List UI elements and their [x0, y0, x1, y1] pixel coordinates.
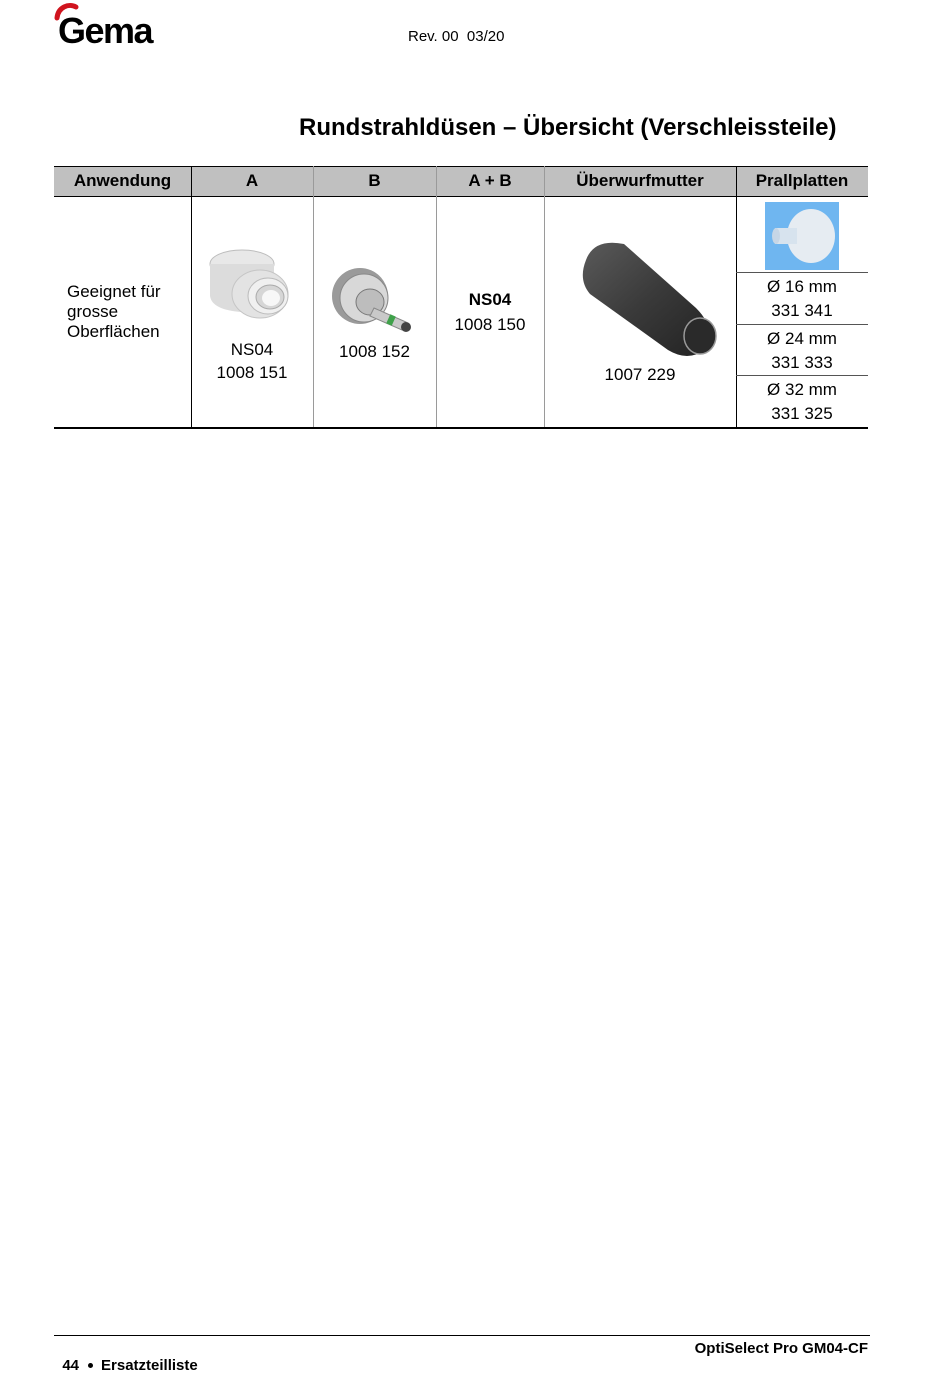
gema-logo	[52, 2, 164, 46]
prallplatte-image	[765, 202, 839, 270]
page-number: 44	[62, 1357, 80, 1374]
plate-divider	[736, 375, 868, 376]
ueberwurfmutter-image	[576, 238, 721, 363]
plate-part-number: 331 333	[771, 353, 833, 372]
revision-label: Rev. 00 03/20	[408, 28, 505, 45]
ab-type: NS04	[468, 290, 512, 309]
footer-section: Ersatzteilliste	[101, 1357, 198, 1374]
column-divider	[544, 166, 545, 428]
plate-diameter: Ø 16 mm	[767, 277, 837, 296]
col-header-b: B	[368, 171, 381, 190]
parts-table	[54, 166, 868, 428]
b-part-number: 1008 152	[339, 342, 410, 361]
plate-divider	[736, 272, 868, 273]
footer-product: OptiSelect Pro GM04-CF	[694, 1340, 868, 1357]
col-header-a: A	[245, 171, 259, 190]
footer-left	[54, 1340, 198, 1374]
plate-divider	[736, 324, 868, 325]
plate-part-number: 331 341	[771, 301, 833, 320]
nozzle-b-image	[330, 266, 422, 340]
a-type: NS04	[230, 340, 274, 359]
a-part-number: 1008 151	[216, 363, 288, 382]
page-title: Rundstrahldüsen – Übersicht (Verschleissteile)	[299, 114, 837, 141]
bullet-icon	[88, 1363, 93, 1368]
plate-diameter: Ø 32 mm	[767, 380, 837, 399]
table-bottom-rule	[54, 427, 868, 429]
anwendung-text: Geeignet für grosse Oberflächen	[67, 282, 161, 341]
svg-text:Gema: Gema	[58, 10, 153, 46]
nozzle-a-image	[204, 238, 296, 338]
plate-diameter: Ø 24 mm	[767, 329, 837, 348]
col-header-ueberwurfmutter: Überwurfmutter	[576, 171, 704, 190]
ab-part-number: 1008 150	[454, 315, 526, 334]
footer-rule	[54, 1335, 870, 1336]
nut-part-number: 1007 229	[604, 365, 676, 384]
col-header-anwendung: Anwendung	[73, 171, 172, 190]
column-divider	[191, 166, 192, 428]
col-header-a-plus-b: A + B	[468, 171, 512, 190]
column-divider	[313, 166, 314, 428]
col-header-prallplatten: Prallplatten	[755, 171, 849, 190]
plate-part-number: 331 325	[771, 404, 833, 423]
